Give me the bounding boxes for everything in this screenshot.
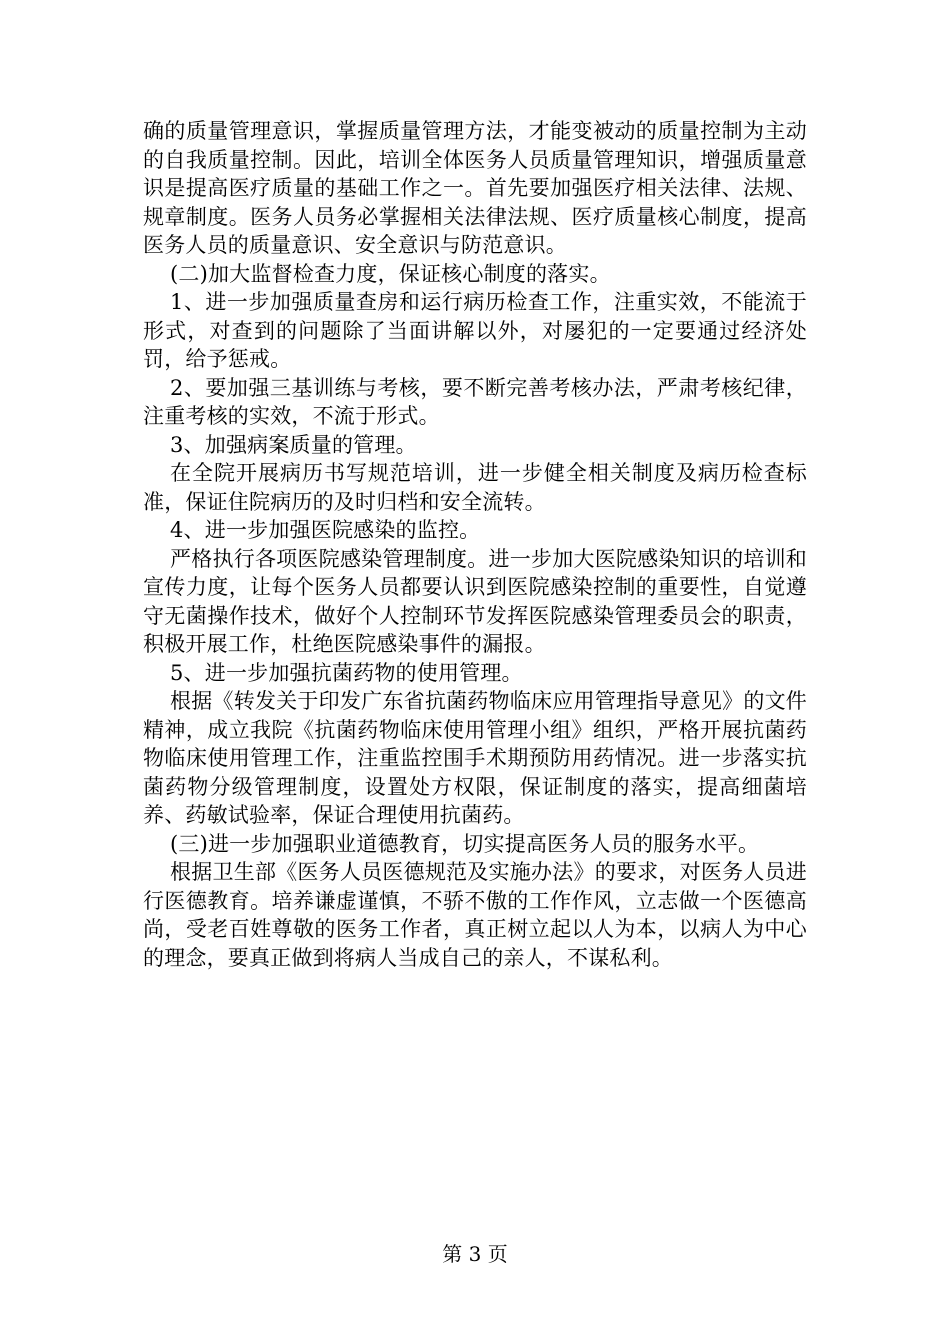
paragraph: 1、进一步加强质量查房和运行病历检查工作，注重实效，不能流于形式，对查到的问题除了当面讲解以外，对屡犯的一定要通过经济处罚，给予惩戒。 <box>143 290 807 371</box>
section-heading: (三)进一步加强职业道德教育，切实提高医务人员的服务水平。 <box>170 831 760 856</box>
document-body <box>143 117 807 972</box>
page-number: 第 3 页 <box>442 1242 508 1266</box>
paragraph: 2、要加强三基训练与考核，要不断完善考核办法，严肃考核纪律，注重考核的实效，不流于形式。 <box>143 375 807 428</box>
paragraph: 5、进一步加强抗菌药物的使用管理。 <box>170 660 523 685</box>
section-heading: (二)加大监督检查力度，保证核心制度的落实。 <box>170 261 611 286</box>
paragraph: 3、加强病案质量的管理。 <box>170 432 417 457</box>
paragraph: 在全院开展病历书写规范培训，进一步健全相关制度及病历检查标准，保证住院病历的及时归档和安全流转。 <box>143 461 807 514</box>
paragraph: 4、进一步加强医院感染的监控。 <box>170 518 481 542</box>
paragraph: 根据《转发关于印发广东省抗菌药物临床应用管理指导意见》的文件精神，成立我院《抗菌药物临床使用管理小组》组织，严格开展抗菌药物临床使用管理工作，注重监控围手术期预防用药情况。进一步落实抗菌药物分级管理制度，设置处方权限，保证制度的落实，提高细菌培养、药敏试验率，保证合理使用抗菌药。 <box>143 689 807 827</box>
paragraph: 严格执行各项医院感染管理制度。进一步加大医院感染知识的培训和宣传力度，让每个医务人员都要认识到医院感染控制的重要性，自觉遵守无菌操作技术，做好个人控制环节发挥医院感染管理委员会的职责，积极开展工作，杜绝医院感染事件的漏报。 <box>143 546 807 656</box>
paragraph: 根据卫生部《医务人员医德规范及实施办法》的要求，对医务人员进行医德教育。培养谦虚谨慎，不骄不傲的工作作风，立志做一个医德高尚，受老百姓尊敬的医务工作者，真正树立起以人为本，以病人为中心的理念，要真正做到将病人当成自己的亲人，不谋私利。 <box>143 860 807 970</box>
paragraph: 确的质量管理意识，掌握质量管理方法，才能变被动的质量控制为主动的自我质量控制。因此，培训全体医务人员质量管理知识，增强质量意识是提高医疗质量的基础工作之一。首先要加强医疗相关法律、法规、规章制度。医务人员务必掌握相关法律法规、医疗质量核心制度，提高医务人员的质量意识、安全意识与防范意识。 <box>143 119 807 257</box>
